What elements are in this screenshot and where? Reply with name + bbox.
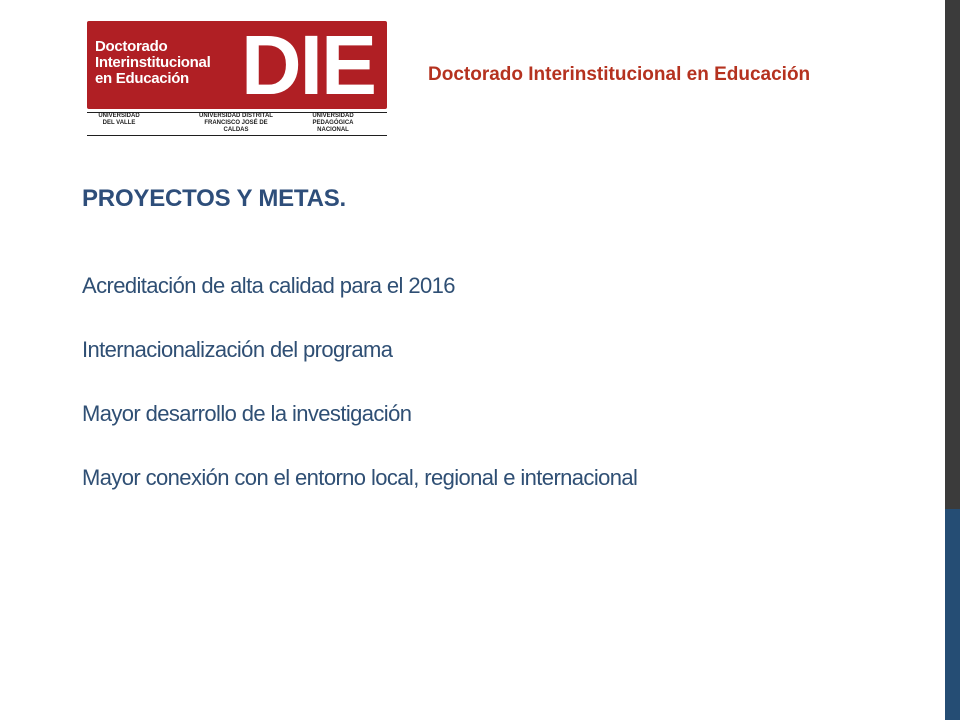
- logo-line-3: en Educación: [95, 70, 189, 87]
- logo-university-valle: UNIVERSIDAD DEL VALLE: [98, 113, 140, 126]
- slide-heading: PROYECTOS Y METAS.: [82, 185, 347, 212]
- logo-program-name: [95, 39, 235, 87]
- goals-list: [82, 270, 922, 526]
- goal-item: Acreditación de alta calidad para el 2016: [82, 273, 455, 298]
- logo-red-band: [87, 18, 387, 112]
- logo-university-pedagogica: UNIVERSIDAD PEDAGÓGICA NACIONAL: [312, 113, 354, 133]
- goal-item: Mayor desarrollo de la investigación: [82, 401, 412, 426]
- logo-acronym: DIE: [240, 18, 376, 112]
- side-bar-accent: [945, 509, 960, 720]
- die-logo: [87, 18, 387, 137]
- program-title: Doctorado Interinstitucional en Educación: [428, 64, 811, 85]
- goal-item: Mayor conexión con el entorno local, regional e internacional: [82, 465, 638, 490]
- goal-item: Internacionalización del programa: [82, 337, 393, 362]
- logo-line-1: Doctorado: [95, 38, 168, 55]
- logo-university-distrital: UNIVERSIDAD DISTRITAL FRANCISCO JOSÉ DE CALDAS: [199, 113, 273, 133]
- logo-bottom-rule: [87, 135, 387, 136]
- logo-line-2: Interinstitucional: [95, 54, 211, 71]
